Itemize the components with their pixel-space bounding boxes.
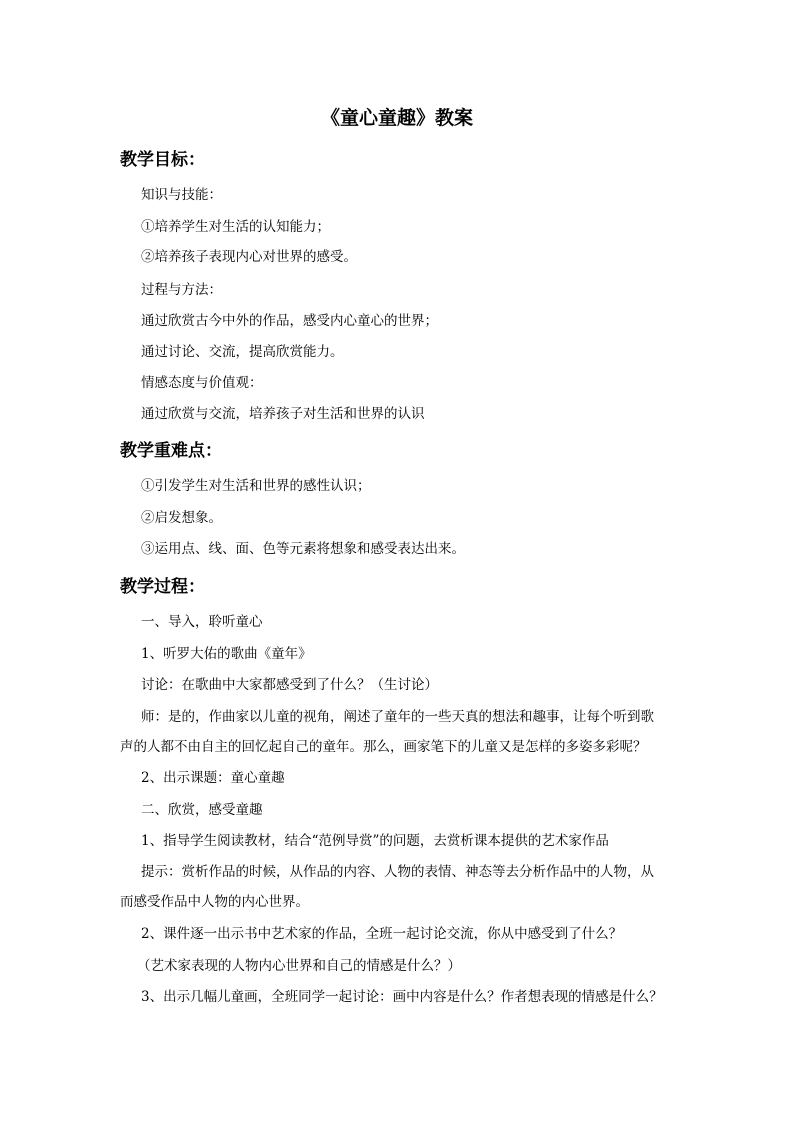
- paragraph-line: 1、指导学生阅读教材，结合“范例导赏”的问题，去赏析课本提供的艺术家作品: [141, 833, 609, 849]
- paragraph-line: 通过欣赏古今中外的作品，感受内心童心的世界；: [141, 313, 438, 329]
- paragraph-line: 而感受作品中人物的内心世界。: [120, 894, 309, 910]
- paragraph-line: 知识与技能：: [141, 187, 222, 203]
- paragraph-line: 二、欣赏，感受童趣: [141, 802, 263, 818]
- paragraph-line: 2、课件逐一出示书中艺术家的作品，全班一起讨论交流，你从中感受到了什么？: [141, 926, 623, 942]
- paragraph-line: 师：是的，作曲家以儿童的视角，阐述了童年的一些天真的想法和趣事，让每个听到歌: [141, 709, 654, 725]
- paragraph-line: ②培养孩子表现内心对世界的感受。: [141, 249, 357, 265]
- paragraph-line: 通过欣赏与交流，培养孩子对生活和世界的认识: [141, 406, 425, 422]
- paragraph-line: 通过讨论、交流，提高欣赏能力。: [141, 344, 344, 360]
- section-heading-keypoints: 教学重难点：: [120, 441, 222, 461]
- paragraph-line: 情感态度与价值观：: [141, 375, 263, 391]
- section-heading-objectives: 教学目标：: [120, 150, 205, 170]
- paragraph-line: ①培养学生对生活的认知能力；: [141, 219, 330, 235]
- paragraph-line: ③运用点、线、面、色等元素将想象和感受表达出来。: [141, 541, 465, 557]
- paragraph-line: 讨论：在歌曲中大家都感受到了什么？（生讨论）: [141, 677, 438, 693]
- document-title: 《童心童趣》教案: [320, 107, 473, 129]
- paragraph-line: 3、出示几幅儿童画，全班同学一起讨论：画中内容是什么？作者想表现的情感是什么？: [141, 989, 663, 1005]
- paragraph-line: 声的人都不由自主的回忆起自己的童年。那么，画家笔下的儿童又是怎样的多姿多彩呢？: [120, 739, 647, 755]
- paragraph-line: 2、出示课题：童心童趣: [141, 770, 285, 786]
- paragraph-line: 1、听罗大佑的歌曲《童年》: [141, 646, 312, 662]
- paragraph-line: ①引发学生对生活和世界的感性认识；: [141, 478, 371, 494]
- paragraph-line: 提示：赏析作品的时候，从作品的内容、人物的表情、神态等去分析作品中的人物，从: [141, 864, 654, 880]
- paragraph-line: 过程与方法：: [141, 282, 222, 298]
- paragraph-line: （艺术家表现的人物内心世界和自己的情感是什么？）: [137, 958, 461, 974]
- paragraph-line: ②启发想象。: [141, 510, 222, 526]
- paragraph-line: 一、导入，聆听童心: [141, 614, 263, 630]
- section-heading-process: 教学过程：: [120, 577, 205, 597]
